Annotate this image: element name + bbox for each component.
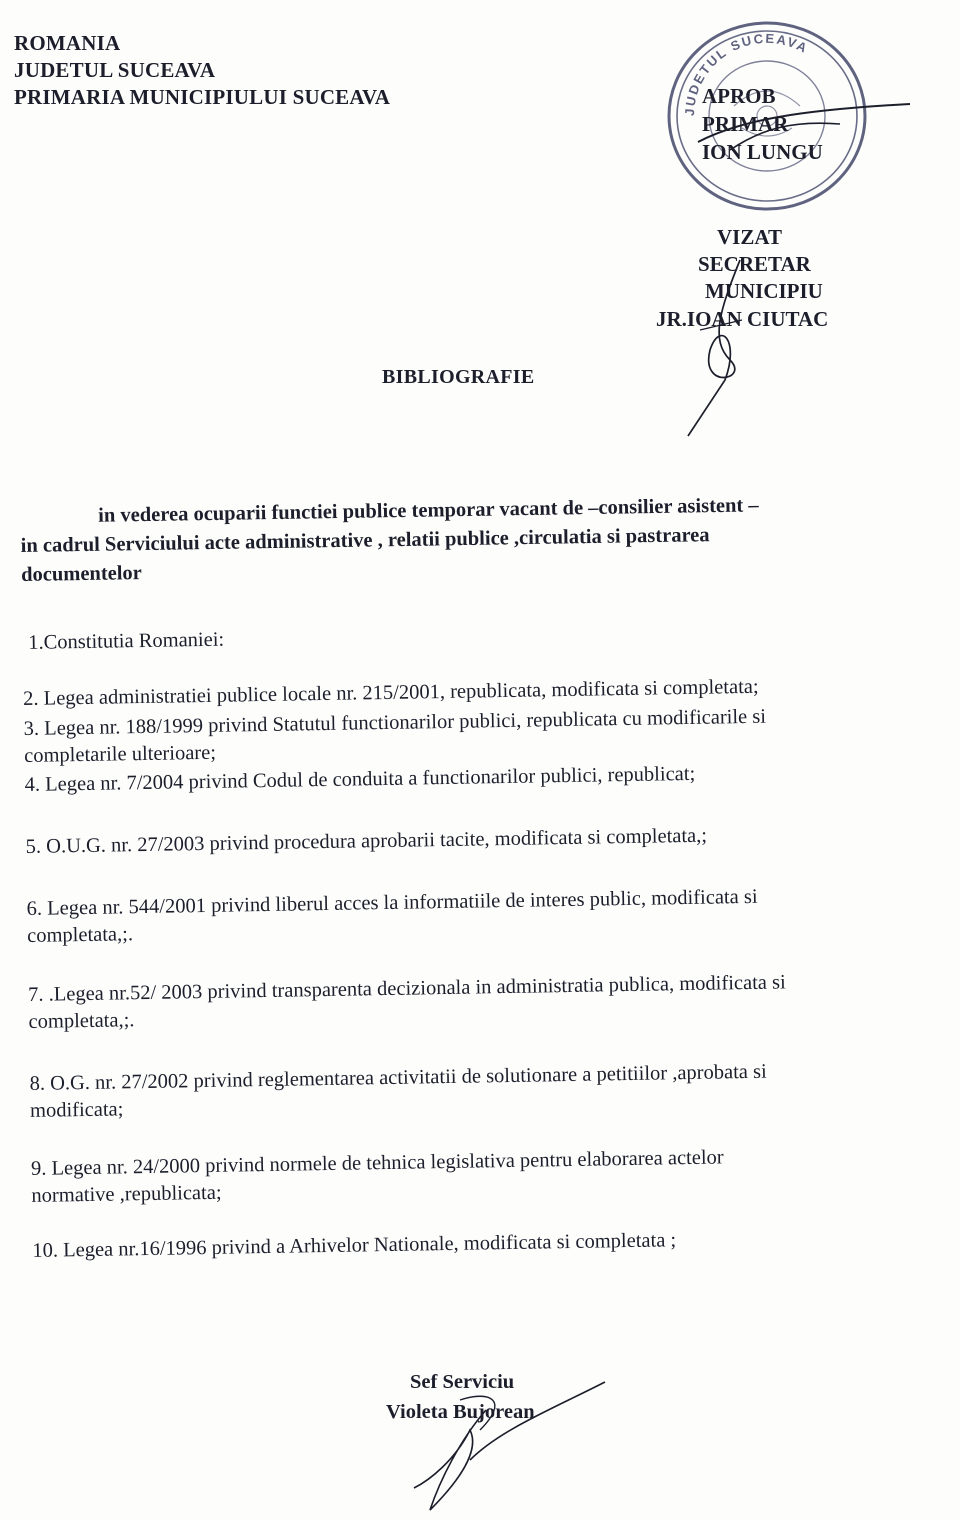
institution-header: [14, 30, 390, 111]
list-item-line: completata,;.: [26, 923, 134, 947]
header-country: ROMANIA: [14, 31, 121, 55]
intro-line: in vederea ocuparii functiei publice temporar vacant de –consilier asistent –: [98, 494, 759, 527]
approval-role: PRIMAR: [702, 112, 789, 136]
list-item: [26, 884, 758, 950]
list-item: [25, 823, 707, 861]
list-item-line: modificata;: [29, 1098, 124, 1122]
mayor-signature: [690, 80, 920, 170]
list-item-line: 6. Legea nr. 544/2001 privind liberul acces la informatiile de interes public, modificata si: [26, 885, 758, 920]
list-item: [28, 969, 786, 1036]
list-item-line: 5. O.U.G. nr. 27/2003 privind procedura aprobarii tacite, modificata si completata,;: [25, 824, 708, 858]
header-county: JUDETUL SUCEAVA: [14, 58, 216, 82]
list-item: [29, 1059, 767, 1125]
list-item-line: 2. Legea administratiei publice locale nr. 215/2001, republicata, modificata si completata;: [23, 675, 759, 710]
header-institution: PRIMARIA MUNICIPIULUI SUCEAVA: [14, 85, 391, 109]
list-item-line: 3. Legea nr. 188/1999 privind Statutul functionarilor publici, republicata cu modificarile si: [23, 705, 767, 740]
endorsement-role: SECRETAR: [698, 252, 811, 276]
endorsement-label: VIZAT: [717, 225, 782, 249]
list-item: [32, 1227, 676, 1265]
approval-label: APROB: [702, 84, 776, 108]
intro-line: in cadrul Serviciului acte administrative , relatii publice ,circulatia si pastrarea: [20, 524, 710, 557]
list-item-line: 1.Constitutia Romaniei:: [28, 628, 225, 654]
intro-paragraph: [20, 488, 946, 590]
list-item: [28, 627, 224, 657]
stamp-text: JUDETUL SUCEAVA: [681, 30, 812, 117]
approval-name: ION LUNGU: [702, 140, 823, 164]
list-item-line: completarile ulterioare;: [23, 741, 217, 767]
signatory-name: Violeta Bujorean: [386, 1401, 535, 1423]
bibliography-list: [22, 611, 942, 1262]
endorsement-unit: MUNICIPIU: [705, 279, 823, 303]
signatory-signature: [400, 1370, 610, 1520]
list-item-line: 4. Legea nr. 7/2004 privind Codul de conduita a functionarilor publici, republicat;: [24, 762, 696, 796]
list-item-line: completata,;.: [28, 1009, 135, 1033]
list-item-line: 10. Legea nr.16/1996 privind a Arhivelor Nationale, modificata si completata ;: [32, 1229, 677, 1262]
document-title: BIBLIOGRAFIE: [382, 366, 535, 388]
secretary-signature: [680, 250, 770, 450]
signatory-role: Sef Serviciu: [410, 1371, 515, 1393]
list-item-line: 9. Legea nr. 24/2000 privind normele de tehnica legislativa pentru elaborarea actelor: [30, 1146, 724, 1180]
list-item: [23, 704, 766, 770]
list-item-line: 7. .Legea nr.52/ 2003 privind transparenta decizionala in administratia publica, modificata si: [27, 971, 786, 1006]
list-item: [31, 1144, 725, 1209]
endorsement-name: JR.IOAN CIUTAC: [656, 307, 829, 331]
intro-line: documentelor: [20, 562, 142, 586]
list-item-line: 8. O.G. nr. 27/2002 privind reglementarea activitatii de solutionare a petitiilor ,aprobata si: [29, 1060, 767, 1095]
list-item-line: normative ,republicata;: [31, 1181, 222, 1207]
